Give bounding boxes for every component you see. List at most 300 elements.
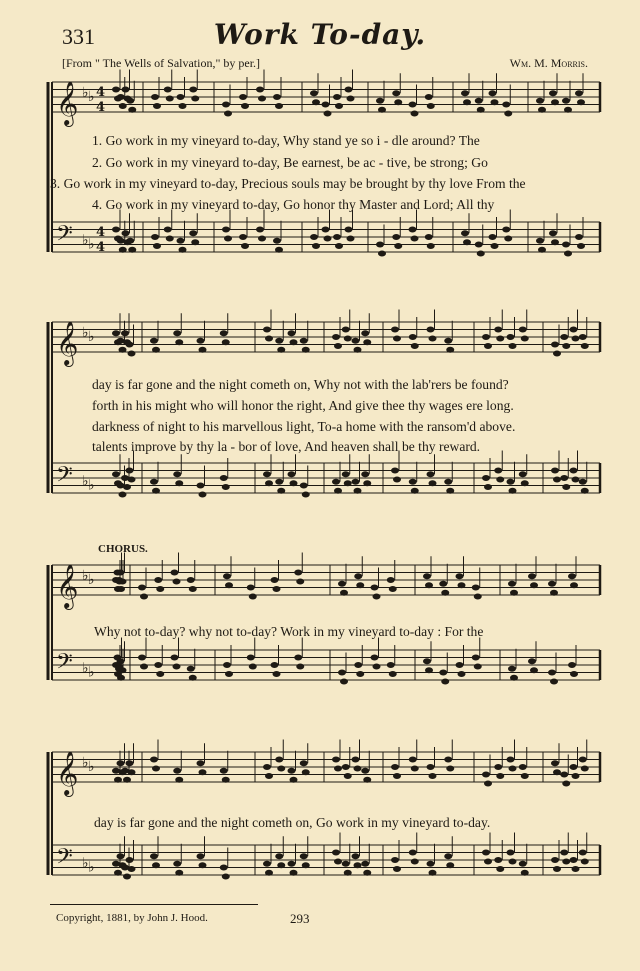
note-head — [553, 477, 561, 483]
note-head — [265, 773, 273, 779]
note-head — [496, 477, 504, 483]
note-head — [496, 773, 504, 779]
note-head — [519, 327, 527, 333]
note-head — [484, 484, 492, 490]
note-head — [117, 94, 125, 100]
treble-clef: 𝄞 — [56, 81, 79, 125]
note-head — [114, 870, 122, 876]
note-head — [352, 853, 360, 859]
note-head — [363, 339, 371, 345]
note-head — [551, 99, 559, 105]
note-head — [427, 764, 435, 770]
note-head — [463, 239, 471, 245]
flat-sign: ♭ — [88, 758, 95, 775]
flat-sign: ♭ — [82, 755, 89, 771]
note-head — [352, 479, 360, 485]
note-head — [197, 760, 205, 766]
note-head — [519, 471, 527, 477]
note-head — [425, 582, 433, 588]
lyric-verse-4-line-2: talents improve by thy la - bor of love, And heaven shall be thy reward. — [92, 439, 481, 454]
note-head — [273, 586, 281, 592]
note-head — [173, 768, 181, 774]
treble-clef: 𝄞 — [56, 564, 79, 608]
note-head — [189, 230, 197, 236]
note-head — [373, 594, 381, 600]
note-head — [177, 94, 185, 100]
note-head — [376, 98, 384, 104]
note-head — [189, 586, 197, 592]
note-head — [223, 573, 231, 579]
note-head — [333, 234, 341, 240]
note-head — [324, 236, 332, 242]
note-head — [164, 87, 172, 93]
note-head — [560, 334, 568, 340]
note-head — [302, 769, 310, 775]
note-head — [548, 581, 556, 587]
bass-clef: 𝄢 — [56, 649, 73, 680]
note-head — [502, 102, 510, 108]
note-head — [177, 238, 185, 244]
note-head — [411, 236, 419, 242]
note-head — [338, 670, 346, 676]
note-head — [509, 859, 517, 865]
note-head — [352, 757, 360, 763]
note-head — [222, 339, 230, 345]
lyric-verse-2-line-2: forth in his might who will honor the right, And give thee thy wages ere long. — [92, 398, 514, 413]
note-head — [361, 330, 369, 336]
note-head — [342, 471, 350, 477]
composer-credit: Wm. M. Morris. — [509, 56, 588, 70]
note-head — [519, 764, 527, 770]
note-head — [128, 769, 136, 775]
note-head — [482, 334, 490, 340]
note-head — [562, 343, 570, 349]
note-head — [570, 764, 578, 770]
note-head — [538, 247, 546, 253]
note-head — [173, 664, 181, 670]
note-head — [577, 99, 585, 105]
lyric-verse-1-line-2: day is far gone and the night cometh on, Why not with the lab'rers be found? — [92, 377, 509, 392]
note-head — [409, 102, 417, 108]
flat-sign: ♭ — [88, 664, 95, 681]
note-head — [324, 111, 332, 117]
note-head — [119, 492, 127, 498]
note-head — [575, 234, 583, 240]
note-head — [568, 573, 576, 579]
note-head — [363, 480, 371, 486]
chorus-lyric-line-1: Why not to-day? why not to-day? Work in my vineyard to-day : For the — [94, 624, 484, 639]
note-head — [199, 347, 207, 353]
note-head — [153, 243, 161, 249]
note-head — [345, 87, 353, 93]
note-head — [494, 468, 502, 474]
note-head — [199, 492, 207, 498]
note-head — [112, 330, 120, 336]
note-head — [150, 479, 158, 485]
note-head — [123, 777, 131, 783]
note-head — [256, 87, 264, 93]
note-head — [394, 243, 402, 249]
note-head — [562, 859, 570, 865]
note-head — [354, 862, 362, 868]
note-head — [425, 234, 433, 240]
note-head — [117, 675, 125, 681]
chorus-label: CHORUS. — [98, 543, 148, 555]
note-head — [581, 859, 589, 865]
flat-sign: ♭ — [82, 568, 89, 584]
note-head — [429, 773, 437, 779]
note-head — [302, 347, 310, 353]
note-head — [572, 336, 580, 342]
note-head — [439, 581, 447, 587]
note-head — [354, 347, 362, 353]
note-head — [112, 227, 120, 233]
note-head — [294, 570, 302, 576]
note-head — [446, 347, 454, 353]
note-head — [504, 236, 512, 242]
note-head — [475, 98, 483, 104]
note-head — [263, 327, 271, 333]
note-head — [138, 585, 146, 591]
note-head — [474, 664, 482, 670]
note-head — [509, 488, 517, 494]
note-head — [153, 103, 161, 109]
note-head — [484, 859, 492, 865]
note-head — [429, 870, 437, 876]
note-head — [166, 96, 174, 102]
note-head — [564, 251, 572, 257]
note-head — [528, 573, 536, 579]
note-head — [191, 96, 199, 102]
treble-clef: 𝄞 — [56, 321, 79, 365]
note-head — [123, 484, 131, 490]
note-head — [344, 870, 352, 876]
note-head — [332, 757, 340, 763]
note-head — [294, 655, 302, 661]
note-head — [423, 573, 431, 579]
note-head — [241, 243, 249, 249]
note-head — [427, 243, 435, 249]
note-head — [126, 760, 134, 766]
footer-rule — [50, 904, 258, 905]
note-head — [444, 853, 452, 859]
note-head — [570, 671, 578, 677]
note-head — [335, 103, 343, 109]
note-head — [521, 870, 529, 876]
note-head — [392, 234, 400, 240]
note-head — [519, 861, 527, 867]
note-head — [387, 662, 395, 668]
note-head — [152, 766, 160, 772]
note-head — [312, 99, 320, 105]
note-head — [119, 579, 127, 585]
flat-sign: ♭ — [82, 232, 89, 249]
note-head — [461, 90, 469, 96]
note-head — [570, 857, 578, 863]
note-head — [189, 675, 197, 681]
flat-sign: ♭ — [88, 88, 95, 105]
note-head — [171, 655, 179, 661]
note-head — [444, 338, 452, 344]
note-head — [409, 850, 417, 856]
note-head — [361, 768, 369, 774]
note-head — [489, 234, 497, 240]
note-head — [277, 347, 285, 353]
note-head — [128, 866, 136, 872]
note-head — [411, 766, 419, 772]
note-head — [521, 336, 529, 342]
note-head — [247, 655, 255, 661]
note-head — [300, 853, 308, 859]
note-head — [239, 94, 247, 100]
note-head — [187, 666, 195, 672]
note-head — [175, 339, 183, 345]
note-head — [222, 874, 230, 880]
note-head — [508, 666, 516, 672]
note-head — [117, 658, 125, 664]
hymn-number: 331 — [62, 24, 95, 49]
note-head — [579, 479, 587, 485]
note-head — [334, 343, 342, 349]
note-head — [222, 102, 230, 108]
time-signature: 4 — [96, 100, 106, 115]
note-head — [423, 658, 431, 664]
note-head — [189, 87, 197, 93]
note-head — [197, 338, 205, 344]
note-head — [288, 471, 296, 477]
note-head — [575, 90, 583, 96]
note-head — [171, 570, 179, 576]
note-head — [581, 488, 589, 494]
note-head — [128, 107, 136, 113]
note-head — [332, 334, 340, 340]
note-head — [429, 480, 437, 486]
note-head — [551, 760, 559, 766]
note-head — [300, 760, 308, 766]
note-head — [334, 488, 342, 494]
note-head — [347, 236, 355, 242]
note-head — [117, 853, 125, 859]
note-head — [332, 850, 340, 856]
note-head — [173, 471, 181, 477]
note-head — [491, 99, 499, 105]
note-head — [114, 777, 122, 783]
note-head — [258, 236, 266, 242]
note-head — [477, 251, 485, 257]
note-head — [446, 488, 454, 494]
note-head — [441, 590, 449, 596]
note-head — [224, 236, 232, 242]
note-head — [562, 484, 570, 490]
note-head — [275, 103, 283, 109]
note-head — [112, 87, 120, 93]
note-head — [199, 862, 207, 868]
note-head — [300, 483, 308, 489]
note-head — [334, 859, 342, 865]
note-head — [389, 586, 397, 592]
note-head — [391, 327, 399, 333]
note-head — [425, 94, 433, 100]
note-head — [277, 862, 285, 868]
note-head — [356, 671, 364, 677]
note-head — [179, 103, 187, 109]
note-head — [461, 230, 469, 236]
note-head — [581, 343, 589, 349]
note-head — [352, 338, 360, 344]
note-head — [126, 98, 134, 104]
note-head — [277, 766, 285, 772]
note-head — [474, 594, 482, 600]
note-head — [119, 667, 127, 673]
note-head — [154, 577, 162, 583]
note-head — [549, 90, 557, 96]
note-head — [166, 236, 174, 242]
note-head — [550, 590, 558, 596]
note-head — [340, 679, 348, 685]
note-head — [224, 111, 232, 117]
note-head — [220, 475, 228, 481]
bass-clef: 𝄢 — [56, 844, 73, 875]
note-head — [156, 586, 164, 592]
note-head — [510, 675, 518, 681]
note-head — [273, 94, 281, 100]
note-head — [199, 769, 207, 775]
note-head — [117, 586, 125, 592]
note-head — [119, 103, 127, 109]
note-head — [288, 768, 296, 774]
treble-clef: 𝄞 — [56, 751, 79, 795]
note-head — [530, 582, 538, 588]
note-head — [275, 479, 283, 485]
note-head — [411, 859, 419, 865]
note-head — [249, 594, 257, 600]
note-head — [225, 671, 233, 677]
note-head — [150, 757, 158, 763]
note-head — [154, 662, 162, 668]
note-head — [458, 671, 466, 677]
note-head — [427, 327, 435, 333]
note-head — [509, 766, 517, 772]
note-head — [458, 582, 466, 588]
note-head — [472, 585, 480, 591]
note-head — [536, 98, 544, 104]
note-head — [507, 850, 515, 856]
note-head — [333, 94, 341, 100]
note-head — [126, 857, 134, 863]
note-head — [530, 667, 538, 673]
note-head — [521, 480, 529, 486]
note-head — [275, 338, 283, 344]
note-head — [482, 772, 490, 778]
note-head — [152, 347, 160, 353]
note-head — [140, 664, 148, 670]
note-head — [156, 671, 164, 677]
note-head — [570, 468, 578, 474]
note-head — [271, 662, 279, 668]
note-head — [378, 251, 386, 257]
note-head — [444, 757, 452, 763]
note-head — [241, 103, 249, 109]
note-head — [122, 230, 130, 236]
note-head — [475, 242, 483, 248]
note-head — [302, 492, 310, 498]
note-head — [502, 227, 510, 233]
note-head — [392, 90, 400, 96]
note-head — [197, 483, 205, 489]
note-head — [560, 850, 568, 856]
note-head — [247, 585, 255, 591]
note-head — [577, 243, 585, 249]
note-head — [152, 488, 160, 494]
note-head — [173, 330, 181, 336]
note-head — [258, 96, 266, 102]
source-credit: [From " The Wells of Salvation," by per.] — [62, 56, 261, 70]
note-head — [338, 581, 346, 587]
note-head — [562, 98, 570, 104]
note-head — [579, 850, 587, 856]
note-head — [551, 342, 559, 348]
note-head — [300, 338, 308, 344]
note-head — [288, 861, 296, 867]
note-head — [579, 757, 587, 763]
note-head — [342, 764, 350, 770]
flat-sign: ♭ — [88, 571, 95, 588]
note-head — [290, 339, 298, 345]
note-head — [290, 480, 298, 486]
note-head — [538, 107, 546, 113]
note-head — [128, 477, 136, 483]
note-head — [548, 670, 556, 676]
note-head — [332, 479, 340, 485]
flat-sign: ♭ — [82, 325, 89, 341]
copyright-notice: Copyright, 1881, by John J. Hood. — [56, 912, 208, 924]
note-head — [411, 343, 419, 349]
note-head — [340, 590, 348, 596]
note-head — [121, 330, 129, 336]
note-head — [263, 764, 271, 770]
note-head — [549, 230, 557, 236]
note-head — [427, 861, 435, 867]
note-head — [553, 866, 561, 872]
note-head — [494, 764, 502, 770]
note-head — [222, 777, 230, 783]
note-head — [570, 327, 578, 333]
note-head — [222, 227, 230, 233]
note-head — [496, 336, 504, 342]
note-head — [175, 480, 183, 486]
note-head — [263, 471, 271, 477]
note-head — [140, 594, 148, 600]
note-head — [507, 757, 515, 763]
note-head — [152, 862, 160, 868]
note-head — [117, 238, 125, 244]
note-head — [112, 471, 120, 477]
note-head — [373, 664, 381, 670]
note-head — [581, 766, 589, 772]
note-head — [175, 870, 183, 876]
note-head — [363, 777, 371, 783]
note-head — [456, 573, 464, 579]
note-head — [425, 667, 433, 673]
note-head — [290, 777, 298, 783]
note-head — [265, 336, 273, 342]
note-head — [472, 655, 480, 661]
note-head — [579, 334, 587, 340]
note-head — [347, 96, 355, 102]
note-head — [361, 861, 369, 867]
note-head — [477, 107, 485, 113]
flat-sign: ♭ — [88, 859, 95, 876]
